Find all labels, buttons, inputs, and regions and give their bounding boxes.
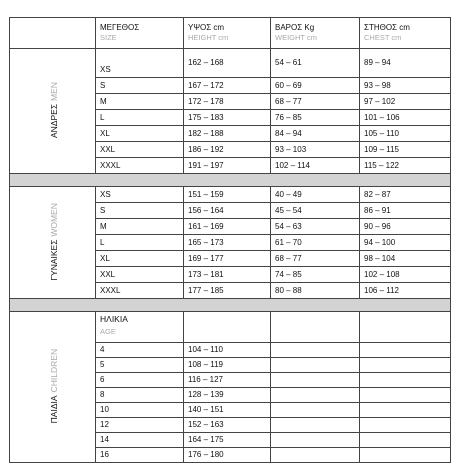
height-cell: 151 – 159 bbox=[184, 187, 271, 203]
size-cell: XXXL bbox=[96, 158, 184, 174]
age-cell: 6 bbox=[96, 373, 184, 388]
weight-cell: 68 – 77 bbox=[271, 94, 360, 110]
chest-cell: 101 – 106 bbox=[360, 110, 451, 126]
weight-cell-empty bbox=[271, 418, 360, 433]
chest-cell-empty bbox=[360, 358, 451, 373]
weight-cell: 54 – 63 bbox=[271, 219, 360, 235]
chest-cell: 105 – 110 bbox=[360, 126, 451, 142]
men-label-gr: ΑΝΔΡΕΣ bbox=[49, 103, 60, 138]
chest-cell-empty bbox=[360, 433, 451, 448]
chest-cell: 82 – 87 bbox=[360, 187, 451, 203]
chest-cell-empty bbox=[360, 403, 451, 418]
header-blank-cell bbox=[10, 18, 96, 49]
height-cell: 165 – 173 bbox=[184, 235, 271, 251]
men-group-label bbox=[10, 49, 96, 174]
header-weight-cell bbox=[271, 18, 360, 49]
weight-cell-empty bbox=[271, 343, 360, 358]
age-header-cell bbox=[96, 312, 184, 343]
height-cell: 172 – 178 bbox=[184, 94, 271, 110]
weight-cell-empty bbox=[271, 312, 360, 343]
size-cell: L bbox=[96, 110, 184, 126]
height-cell-empty bbox=[184, 312, 271, 343]
size-cell: XXL bbox=[96, 267, 184, 283]
height-cell: 186 – 192 bbox=[184, 142, 271, 158]
section-separator bbox=[10, 174, 451, 187]
chest-cell: 94 – 100 bbox=[360, 235, 451, 251]
chest-cell: 93 – 98 bbox=[360, 78, 451, 94]
men-vertical-label bbox=[50, 82, 59, 138]
chest-cell: 86 – 91 bbox=[360, 203, 451, 219]
weight-cell: 40 – 49 bbox=[271, 187, 360, 203]
height-cell: 162 – 168 bbox=[184, 49, 271, 78]
section-separator bbox=[10, 299, 451, 312]
age-cell: 12 bbox=[96, 418, 184, 433]
height-cell: 161 – 169 bbox=[184, 219, 271, 235]
header-height-cell bbox=[184, 18, 271, 49]
size-cell: M bbox=[96, 219, 184, 235]
size-cell: L bbox=[96, 235, 184, 251]
height-cell: 140 – 151 bbox=[184, 403, 271, 418]
weight-cell: 74 – 85 bbox=[271, 267, 360, 283]
weight-cell-empty bbox=[271, 448, 360, 463]
chest-cell-empty bbox=[360, 448, 451, 463]
age-label-en: AGE bbox=[100, 326, 116, 336]
chest-cell: 98 – 104 bbox=[360, 251, 451, 267]
separator-cell bbox=[10, 174, 451, 187]
header-weight-gr: ΒΑΡΟΣ Kg bbox=[275, 23, 315, 33]
chest-cell-empty bbox=[360, 312, 451, 343]
chest-cell: 106 – 112 bbox=[360, 283, 451, 299]
weight-cell-empty bbox=[271, 403, 360, 418]
size-cell: XXXL bbox=[96, 283, 184, 299]
size-cell: XL bbox=[96, 251, 184, 267]
children-label-en: CHILDREN bbox=[49, 348, 60, 393]
height-cell: 173 – 181 bbox=[184, 267, 271, 283]
weight-cell: 102 – 114 bbox=[271, 158, 360, 174]
weight-cell: 76 – 85 bbox=[271, 110, 360, 126]
children-label-gr: ΠΑΙΔΙΑ bbox=[49, 395, 60, 424]
height-cell: 116 – 127 bbox=[184, 373, 271, 388]
height-cell: 169 – 177 bbox=[184, 251, 271, 267]
header-height-en: HEIGHT cm bbox=[188, 33, 229, 43]
weight-cell: 54 – 61 bbox=[271, 49, 360, 78]
weight-cell: 93 – 103 bbox=[271, 142, 360, 158]
separator-cell bbox=[10, 299, 451, 312]
women-label-en: WOMEN bbox=[49, 202, 60, 237]
size-cell: XS bbox=[96, 49, 184, 78]
height-cell: 175 – 183 bbox=[184, 110, 271, 126]
weight-cell: 80 – 88 bbox=[271, 283, 360, 299]
age-cell: 14 bbox=[96, 433, 184, 448]
women-group-label bbox=[10, 187, 96, 299]
height-cell: 164 – 175 bbox=[184, 433, 271, 448]
women-label-gr: ΓΥΝΑΙΚΕΣ bbox=[49, 239, 60, 281]
height-cell: 104 – 110 bbox=[184, 343, 271, 358]
header-height-gr: ΥΨΟΣ cm bbox=[188, 23, 225, 33]
children-group-label bbox=[10, 312, 96, 463]
size-cell: XXL bbox=[96, 142, 184, 158]
height-cell: 152 – 163 bbox=[184, 418, 271, 433]
chest-cell: 89 – 94 bbox=[360, 49, 451, 78]
children-age-header-row bbox=[10, 312, 451, 343]
age-cell: 5 bbox=[96, 358, 184, 373]
chest-cell-empty bbox=[360, 343, 451, 358]
header-row bbox=[10, 18, 451, 49]
chest-cell: 102 – 108 bbox=[360, 267, 451, 283]
header-weight-en: WEIGHT cm bbox=[275, 33, 317, 43]
men-label-en: MEN bbox=[49, 82, 60, 101]
height-cell: 177 – 185 bbox=[184, 283, 271, 299]
chest-cell: 109 – 115 bbox=[360, 142, 451, 158]
header-size-cell bbox=[96, 18, 184, 49]
chest-cell: 90 – 96 bbox=[360, 219, 451, 235]
size-cell: XL bbox=[96, 126, 184, 142]
size-cell: M bbox=[96, 94, 184, 110]
weight-cell-empty bbox=[271, 388, 360, 403]
weight-cell: 60 – 69 bbox=[271, 78, 360, 94]
chest-cell: 97 – 102 bbox=[360, 94, 451, 110]
weight-cell: 68 – 77 bbox=[271, 251, 360, 267]
weight-cell: 84 – 94 bbox=[271, 126, 360, 142]
weight-cell-empty bbox=[271, 358, 360, 373]
header-chest-cell bbox=[360, 18, 451, 49]
size-table bbox=[9, 17, 451, 463]
height-cell: 182 – 188 bbox=[184, 126, 271, 142]
size-cell: S bbox=[96, 203, 184, 219]
chest-cell-empty bbox=[360, 418, 451, 433]
chest-cell-empty bbox=[360, 373, 451, 388]
chest-cell: 115 – 122 bbox=[360, 158, 451, 174]
table-row bbox=[10, 187, 451, 203]
age-cell: 10 bbox=[96, 403, 184, 418]
header-size-en: SIZE bbox=[100, 33, 117, 43]
age-cell: 8 bbox=[96, 388, 184, 403]
weight-cell: 61 – 70 bbox=[271, 235, 360, 251]
table-row bbox=[10, 49, 451, 78]
children-vertical-label bbox=[50, 349, 59, 423]
height-cell: 108 – 119 bbox=[184, 358, 271, 373]
age-label-gr: ΗΛΙΚΙΑ bbox=[100, 314, 128, 324]
weight-cell-empty bbox=[271, 433, 360, 448]
women-vertical-label bbox=[50, 203, 59, 281]
size-cell: XS bbox=[96, 187, 184, 203]
height-cell: 191 – 197 bbox=[184, 158, 271, 174]
header-size-gr: ΜΕΓΕΘΟΣ bbox=[100, 23, 140, 33]
age-cell: 4 bbox=[96, 343, 184, 358]
header-chest-gr: ΣΤΗΘΟΣ cm bbox=[364, 23, 410, 33]
height-cell: 167 – 172 bbox=[184, 78, 271, 94]
age-cell: 16 bbox=[96, 448, 184, 463]
size-cell: S bbox=[96, 78, 184, 94]
weight-cell-empty bbox=[271, 373, 360, 388]
height-cell: 176 – 180 bbox=[184, 448, 271, 463]
header-chest-en: CHEST cm bbox=[364, 33, 402, 43]
height-cell: 128 – 139 bbox=[184, 388, 271, 403]
weight-cell: 45 – 54 bbox=[271, 203, 360, 219]
height-cell: 156 – 164 bbox=[184, 203, 271, 219]
chest-cell-empty bbox=[360, 388, 451, 403]
